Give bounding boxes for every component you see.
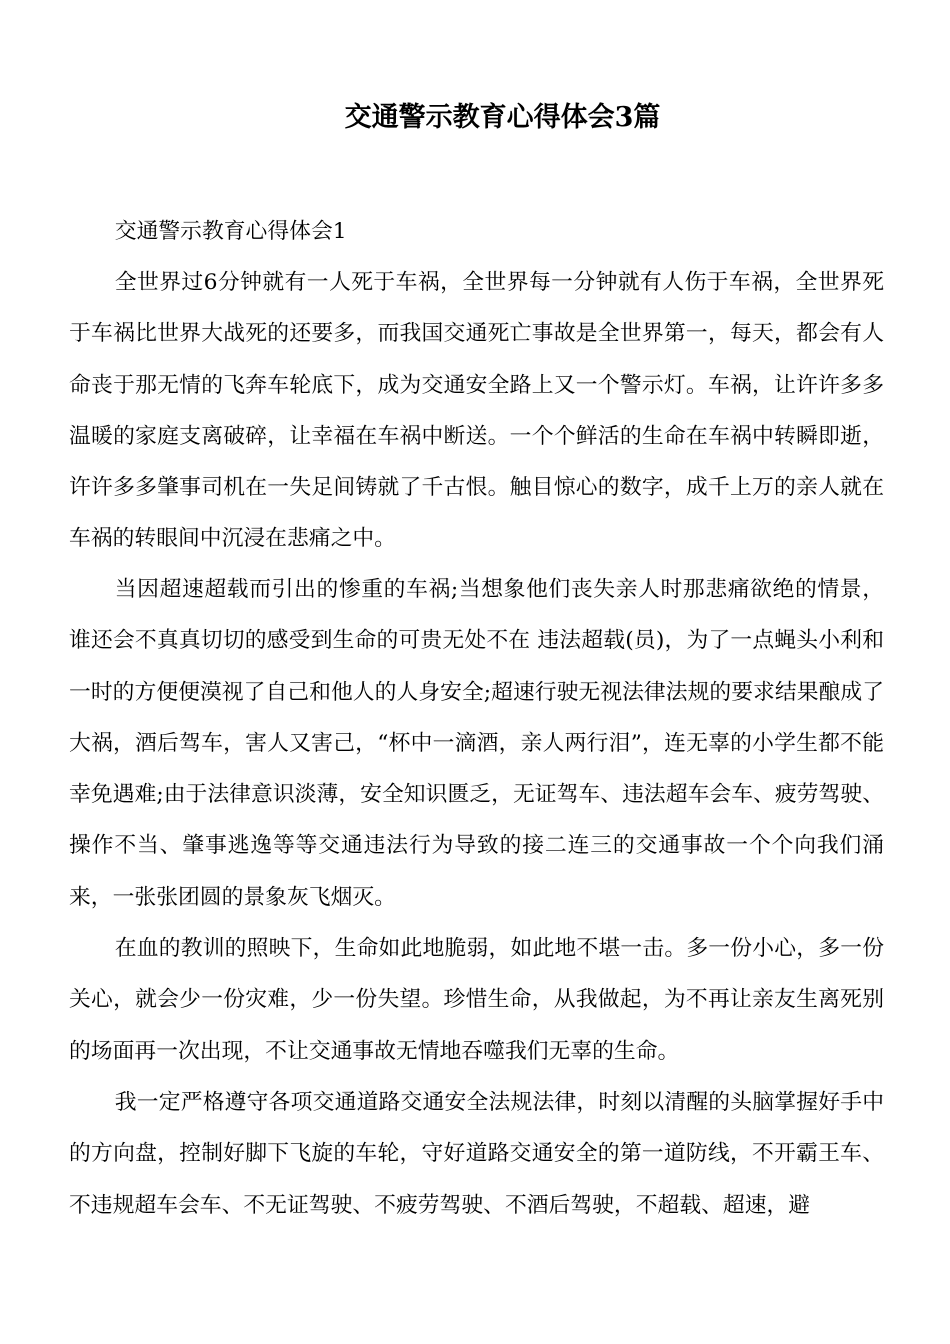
paragraph-3: 在血的教训的照映下，生命如此地脆弱，如此地不堪一击。多一份小心，多一份关心，就会少一份灾难，少一份失望。珍惜生命，从我做起，为不再让亲友生离死别的场面再一次出现，不让交通事故无情地吞噬我们无辜的生命。 [69,936,884,1064]
paragraph-4: 我一定严格遵守各项交通道路交通安全法规法律，时刻以清醒的头脑掌握好手中的方向盘，控制好脚下飞旋的车轮，守好道路交通安全的第一道防线，不开霸王车、不违规超车会车、不无证驾驶、不疲劳驾驶、不酒后驾驶，不超载、超速，避 [69,1090,884,1218]
section-heading: 交通警示教育心得体会1 [114,219,347,244]
document-title: 交通警示教育心得体会3篇 [344,102,661,133]
paragraph-1: 全世界过6分钟就有一人死于车祸，全世界每一分钟就有人伤于车祸，全世界死于车祸比世界大战死的还要多，而我国交通死亡事故是全世界第一，每天，都会有人命丧于那无情的飞奔车轮底下，成为交通安全路上又一个警示灯。车祸，让许许多多温暖的家庭支离破碎，让幸福在车祸中断送。一个个鲜活的生命在车祸中转瞬即逝，许许多多肇事司机在一失足间铸就了千古恨。触目惊心的数字，成千上万的亲人就在车祸的转眼间中沉浸在悲痛之中。 [69,270,884,552]
paragraph-2: 当因超速超载而引出的惨重的车祸;当想象他们丧失亲人时那悲痛欲绝的情景，谁还会不真真切切的感受到生命的可贵无处不在 违法超载(员)，为了一点蝇头小利和一时的方便便漠视了自己和他人的人身安全;超速行驶无视法律法规的要求结果酿成了大祸，酒后驾车，害人又害己，“杯中一滴酒，亲人两行泪”，连无辜的小学生都不能幸免遇难;由于法律意识淡薄，安全知识匮乏，无证驾车、违法超车会车、疲劳驾驶、操作不当、肇事逃逸等等交通违法行为导致的接二连三的交通事故一个个向我们涌来，一张张团圆的景象灰飞烟灭。 [69,577,884,910]
